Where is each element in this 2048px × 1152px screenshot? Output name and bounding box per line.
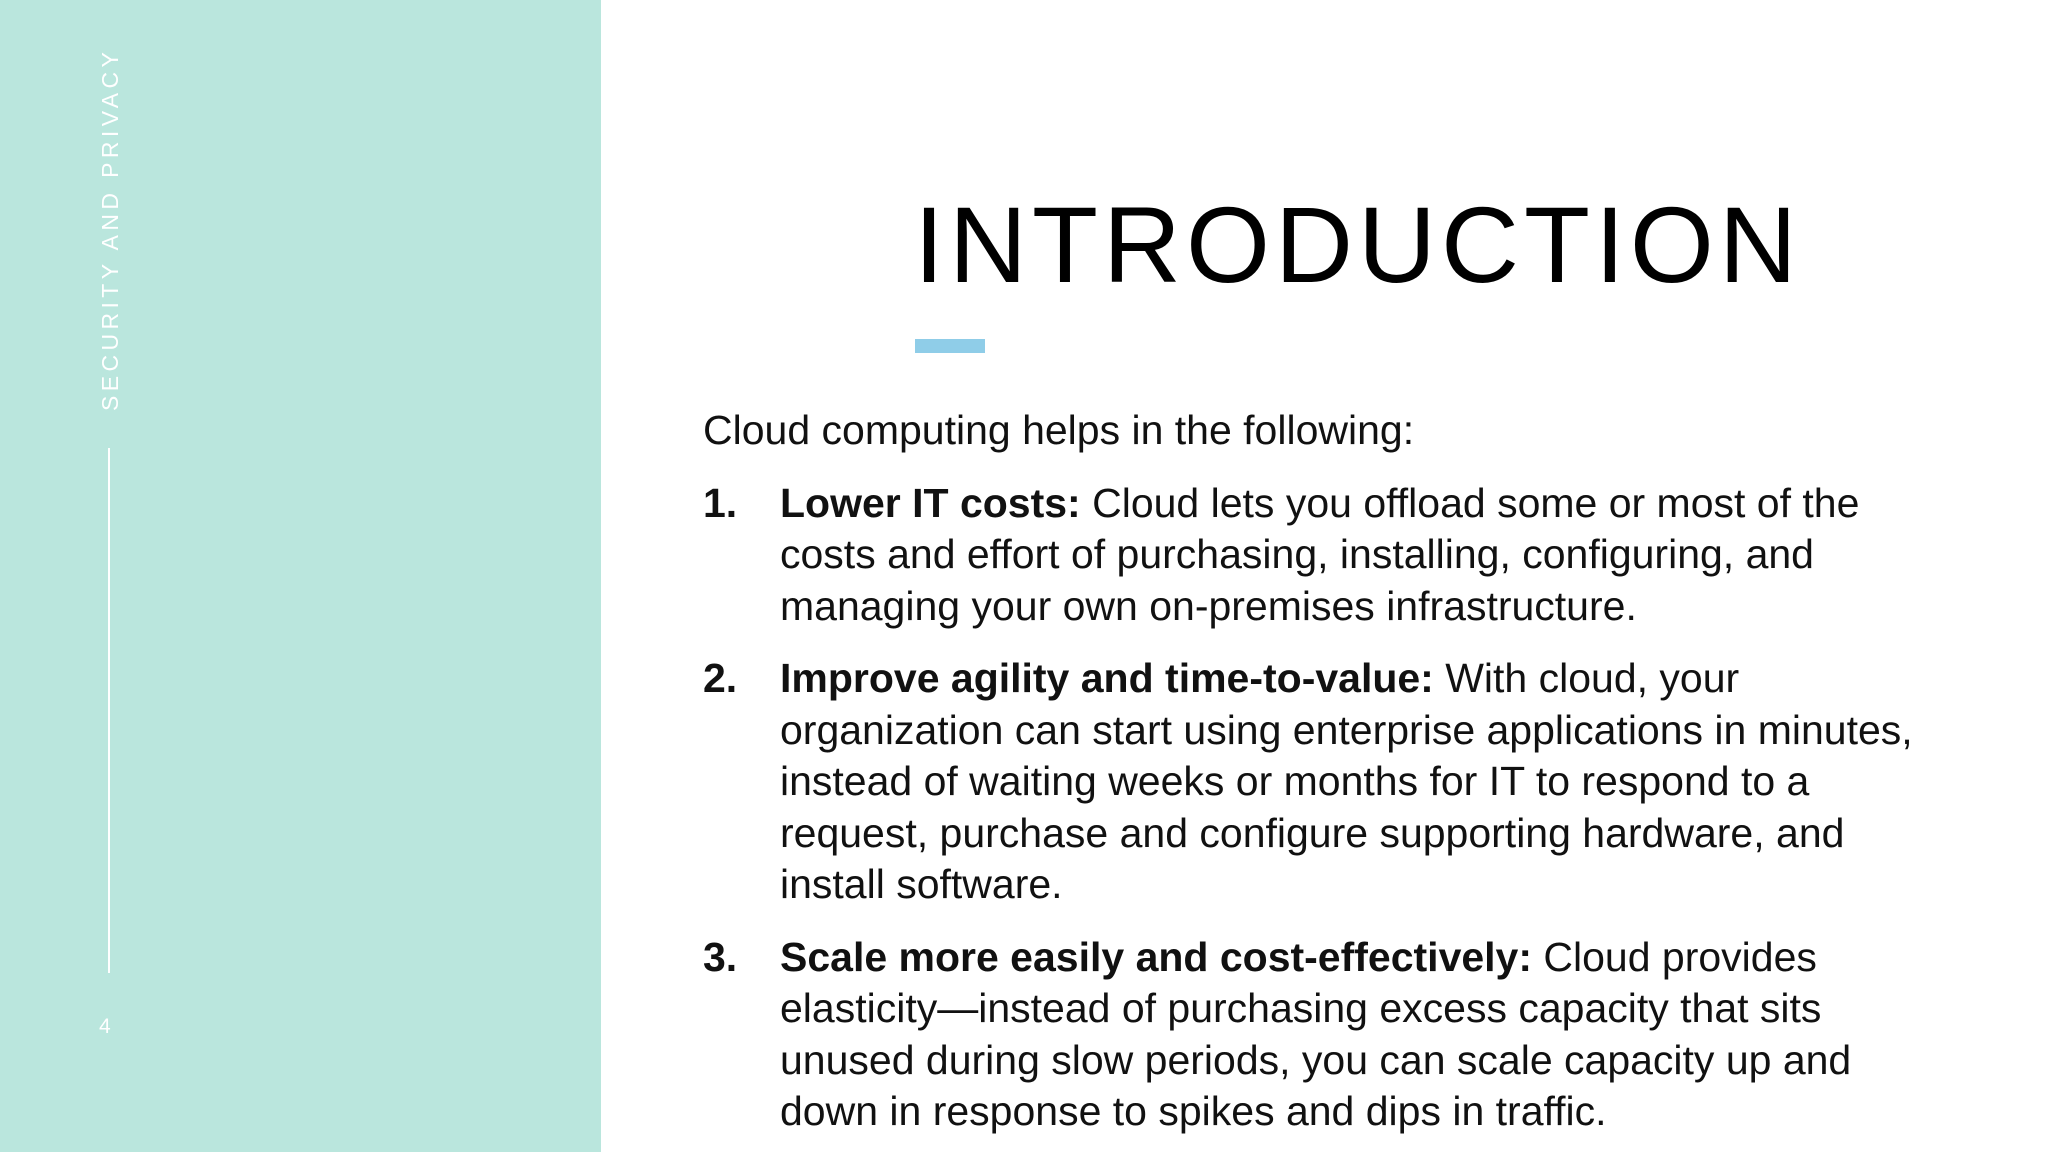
- slide-content: [703, 405, 1913, 1152]
- benefit-description: Cloud provides elasticity—instead of purchasing excess capacity that sits unused during slow periods, you can scale capacity up and down in response to spikes and dips in traffic.: [780, 933, 1852, 1134]
- intro-text: Cloud computing helps in the following:: [703, 407, 1415, 453]
- section-label: SECURITY AND PRIVACY: [97, 47, 123, 411]
- slide-sidebar: [0, 0, 601, 1152]
- sidebar-divider: [108, 448, 110, 973]
- benefit-number: 3.: [703, 933, 738, 980]
- benefit-number: 1.: [703, 479, 738, 526]
- benefit-item-lower-it-costs: [703, 478, 1943, 633]
- title-accent-bar: [915, 339, 985, 353]
- benefit-item-scale: [703, 932, 1943, 1138]
- slide-title: INTRODUCTION: [914, 184, 1802, 305]
- benefit-description: Cloud lets you offload some or most of the costs and effort of purchasing, installing, configuring, and managing your own on-premises infrastructure.: [780, 479, 1860, 629]
- benefits-list: [703, 478, 1913, 1138]
- benefit-heading: Scale more easily and cost-effectively:: [780, 933, 1544, 980]
- page-number: 4: [99, 1015, 111, 1038]
- benefit-heading: Lower IT costs:: [780, 479, 1093, 526]
- benefit-item-agility: [703, 653, 1943, 911]
- benefit-heading: Improve agility and time-to-value:: [780, 655, 1446, 701]
- benefit-number: 2.: [703, 655, 738, 701]
- benefit-description: With cloud, your organization can start using enterprise applications in minutes, instead of waiting weeks or months for IT to respond to a request, purchase and configure supporting hardware, and install software.: [780, 655, 1913, 907]
